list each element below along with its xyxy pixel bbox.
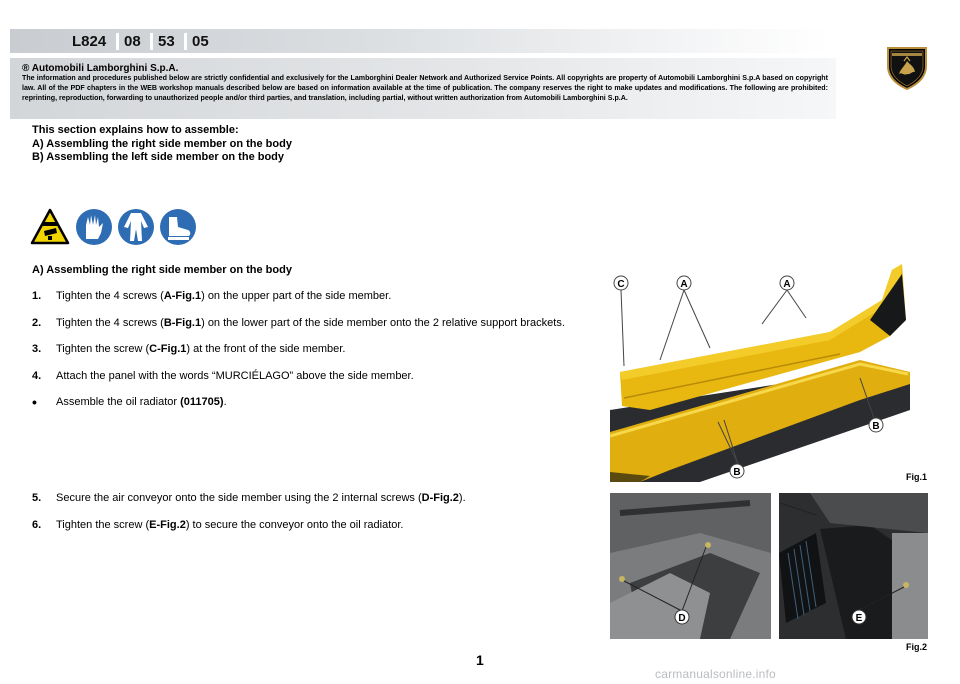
figure-2-air-conveyor-photos — [610, 493, 928, 644]
figure-reference: A-Fig.1 — [163, 290, 202, 302]
protective-gloves-icon — [76, 209, 112, 245]
figure-1-label: Fig.1 — [906, 472, 928, 482]
callout-a — [780, 276, 794, 290]
section-code-page: 05 — [192, 33, 209, 50]
step-text-part: ) to secure the conveyor onto the oil radiator. — [185, 519, 404, 531]
figure-2-label: Fig.2 — [906, 642, 928, 652]
callout-b — [730, 464, 744, 478]
callout-c — [614, 276, 628, 290]
step-text — [56, 343, 345, 355]
safety-icons — [30, 207, 200, 252]
callout-a — [677, 276, 691, 290]
bullet: • — [32, 394, 37, 410]
callout-b — [869, 418, 883, 432]
step-text-part: ). — [458, 492, 466, 504]
step-number: 3. — [32, 343, 42, 355]
intro-block — [32, 124, 292, 165]
step-text-part: . — [223, 396, 227, 408]
step-text — [56, 519, 404, 531]
step-text-part: Tighten the 4 screws ( — [56, 317, 164, 329]
callout-a-label: A — [680, 279, 688, 290]
step-text-part: Secure the air conveyor onto the side member using the 2 internal screws ( — [56, 492, 422, 504]
lamborghini-logo — [886, 44, 928, 90]
section-code-model: L824 — [72, 33, 107, 50]
step-text-part: Assemble the oil radiator — [56, 396, 181, 408]
section-code-group: 08 — [124, 33, 141, 50]
callout-d-label: D — [678, 613, 686, 624]
figure-1-side-member-photo — [610, 260, 920, 487]
step-text — [56, 492, 466, 504]
watermark: carmanualsonline.info — [655, 667, 776, 681]
section-heading: A) Assembling the right side member on the body — [32, 264, 292, 276]
figure-reference: D-Fig.2 — [421, 492, 459, 504]
code-separator — [116, 33, 119, 50]
page-number: 1 — [476, 652, 484, 668]
step-text-part: Attach the panel with the words “MURCIÉLAGO” above the side member. — [56, 370, 414, 382]
callout-b-label: B — [733, 467, 741, 478]
step-number: 1. — [32, 290, 42, 302]
section-code-subgroup: 53 — [158, 33, 175, 50]
step-number: 6. — [32, 519, 42, 531]
callout-a-label: A — [783, 279, 791, 290]
safety-shoes-icon — [160, 209, 196, 245]
procedure-reference: (011705) — [180, 396, 224, 408]
step-text — [56, 370, 414, 382]
callout-b-label: B — [872, 421, 880, 432]
step-text-part: ) on the upper part of the side member. — [201, 290, 392, 302]
figure-reference: C-Fig.1 — [149, 343, 187, 355]
callout-d — [675, 610, 689, 624]
copyright-text: The information and procedures published below are strictly confidential and exclusively for the Lamborghini Dealer Network and Authorized Service Points. All copyrights are property of Automobili Lamborghini S.p.A based on copyright law. All of the PDF chapters in the WEB workshop manuals described below are based on information available at the time of publication. The company reserves the right to make updates and modifications. The following are prohibited: reprinting, reproduction, forwarding to unauthorized people and/or third parties, and translation, including partial, without written authorization from Automobili Lamborghini S.p.A. — [22, 74, 828, 102]
step-text-part: Tighten the screw ( — [56, 343, 150, 355]
step-number: 5. — [32, 492, 42, 504]
step-number: 4. — [32, 370, 42, 382]
intro-line: A) Assembling the right side member on the body — [32, 137, 292, 150]
callout-c-label: C — [617, 279, 625, 290]
step-text-part: ) at the front of the side member. — [186, 343, 346, 355]
step-text — [56, 317, 565, 329]
callout-e — [852, 610, 866, 624]
crush-hazard-warning-icon — [32, 210, 68, 243]
step-text — [56, 290, 391, 302]
code-separator — [150, 33, 153, 50]
intro-line: This section explains how to assemble: — [32, 124, 239, 136]
intro-line: B) Assembling the left side member on the body — [32, 151, 285, 164]
code-separator — [184, 33, 187, 50]
step-text-part: Tighten the screw ( — [56, 519, 150, 531]
step-text — [56, 396, 227, 408]
step-text-part: Tighten the 4 screws ( — [56, 290, 164, 302]
step-number: 2. — [32, 317, 42, 329]
figure-reference: B-Fig.1 — [163, 317, 202, 329]
protective-overalls-icon — [118, 209, 154, 245]
step-text-part: ) on the lower part of the side member onto the 2 relative support brackets. — [201, 317, 565, 329]
copyright-title: ® Automobili Lamborghini S.p.A. — [22, 63, 179, 74]
figure-reference: E-Fig.2 — [149, 519, 186, 531]
callout-e-label: E — [855, 613, 863, 624]
